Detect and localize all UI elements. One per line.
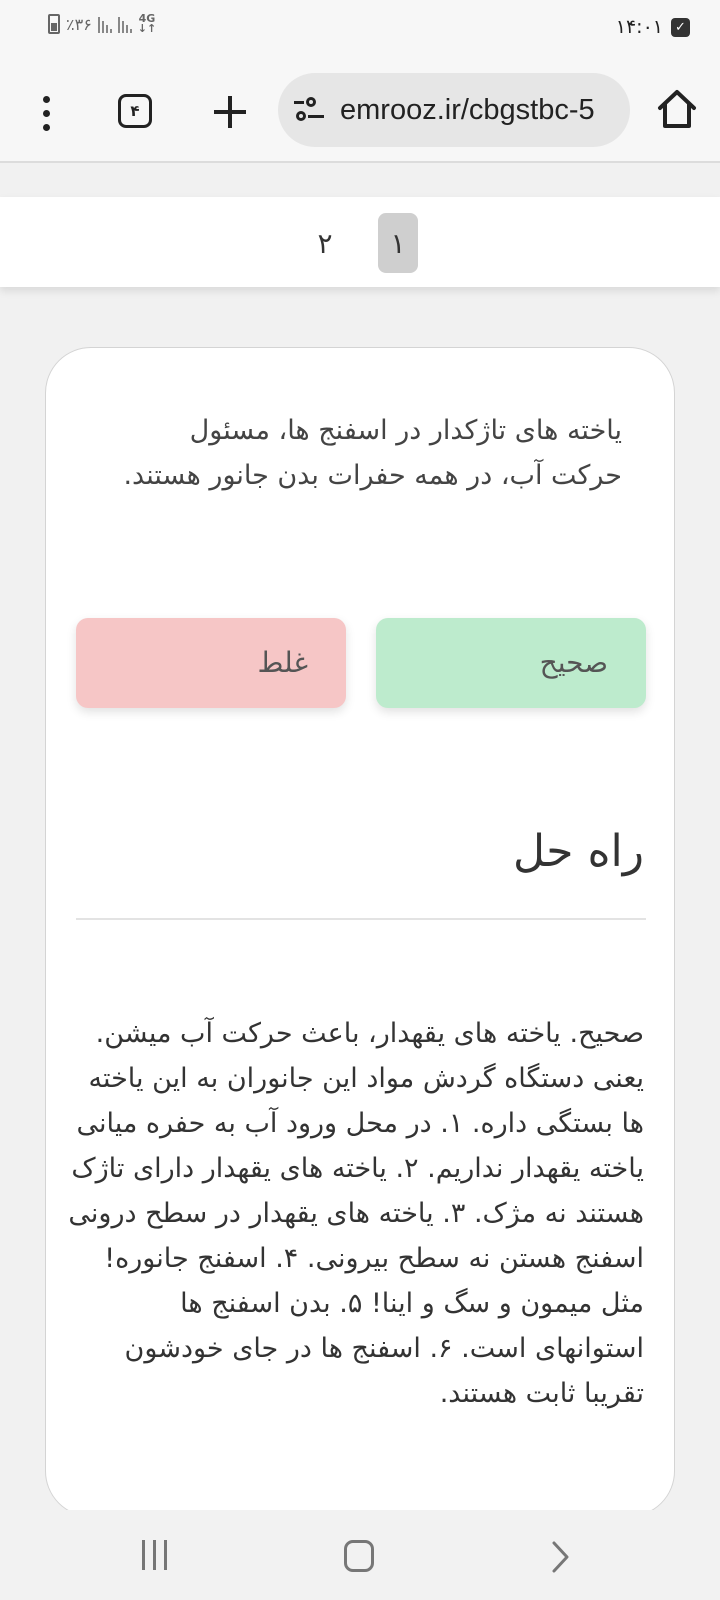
address-bar[interactable] <box>278 73 630 147</box>
false-answer-button[interactable]: غلط <box>76 618 346 708</box>
browser-toolbar <box>0 58 720 163</box>
question-text: یاخته های تاژکدار در اسفنج ها، مسئول حرکت آب، در همه حفرات بدن جانور هستند. <box>123 415 622 491</box>
pagination <box>0 197 720 287</box>
clock: ۱۴:۰۱ <box>615 16 663 38</box>
status-indicators <box>48 14 156 34</box>
tab-count: ۴ <box>130 102 140 120</box>
network-type: 4G ↓↑ <box>137 12 157 35</box>
plus-icon[interactable] <box>208 90 252 134</box>
page-button-1[interactable]: ۱ <box>378 213 418 273</box>
more-vert-icon[interactable] <box>26 88 66 138</box>
home-nav-icon[interactable] <box>344 1540 374 1572</box>
url-text[interactable]: emrooz.ir/cbgstbc-5 <box>340 93 595 126</box>
recents-icon[interactable] <box>142 1540 174 1572</box>
divider <box>76 918 646 920</box>
true-answer-button[interactable]: صحیح <box>376 618 646 708</box>
page-button-2[interactable]: ۲ <box>317 226 333 260</box>
battery-percent: ٪۳۶ <box>66 14 92 34</box>
tabs-button[interactable] <box>118 94 152 128</box>
solution-text: صحیح. یاخته های یقهدار، باعث حرکت آب میشن. یعنی دستگاه گردش مواد این جانوران به این یاخته ها بستگی داره. ۱. در محل ورود آب به حفره میانی یاخته یقهدار نداریم. ۲. یاخته های یقهدار دارای تاژک هستند نه مژک. ۳. یاخته های یقهدار در سطح درونی اسفنج هستن نه سطح بیرونی. ۴. اسفنج جانوره! مثل میمون و سگ و اینا! ۵. بدن اسفنج ها استوانهای است. ۶. اسفنج ها در جای خودشون تقریبا ثابت هستند. <box>68 1018 644 1409</box>
site-settings-icon[interactable] <box>294 96 326 124</box>
check-box-icon: ✓ <box>671 18 690 37</box>
home-icon[interactable] <box>654 86 700 132</box>
solution-heading: راه حل <box>512 826 644 877</box>
system-nav-bar <box>0 1510 720 1600</box>
battery-icon <box>48 14 60 34</box>
signal-icon <box>98 15 112 33</box>
status-bar <box>0 0 720 58</box>
signal-icon-2 <box>118 15 132 33</box>
question-card <box>45 347 675 1517</box>
status-time-group <box>616 16 690 38</box>
back-icon[interactable] <box>548 1540 572 1574</box>
